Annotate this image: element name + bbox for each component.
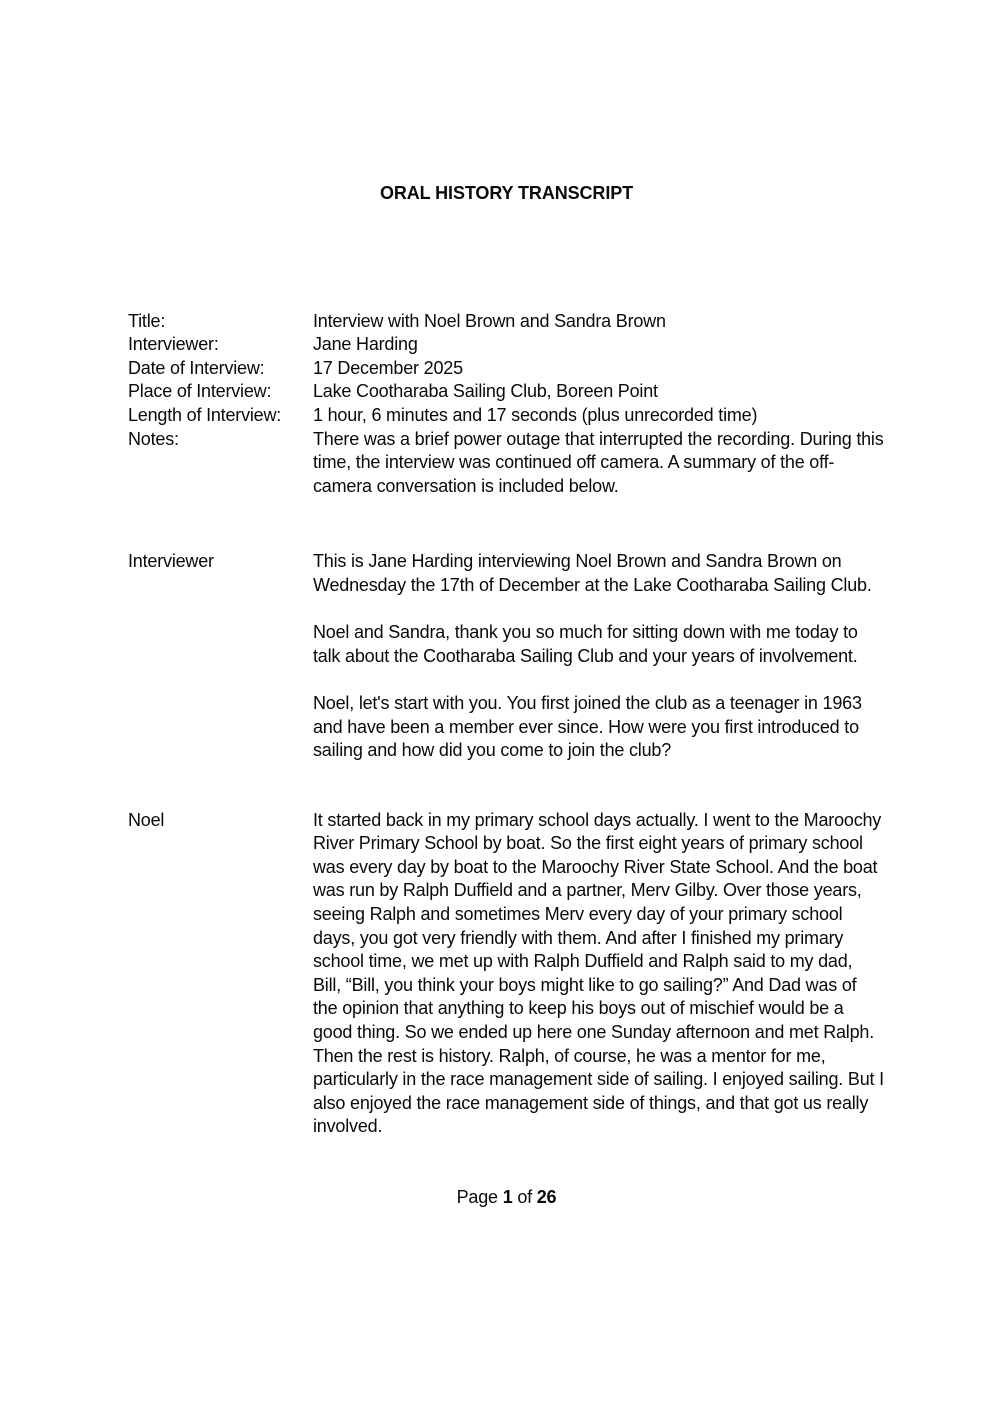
speaker-text	[313, 809, 885, 1139]
metadata-section	[128, 310, 885, 499]
metadata-label: Title:	[128, 310, 166, 331]
dialogue-paragraph: It started back in my primary school days actually. I went to the Maroochy River Primary School by boat. So the first eight years of primary school was every day by boat to the Maroochy River State School. And the boat was run by Ralph Duffield and a partner, Merv Gilby. Over those years, seeing Ralph and sometimes Merv every day of your primary school days, you got very friendly with them. And after I finished my primary school time, we met up with Ralph Duffield and Ralph said to my dad, Bill, “Bill, you think your boys might like to go sailing?” And Dad was of the opinion that anything to keep his boys out of mischief would be a good thing. So we ended up here one Sunday afternoon and met Ralph. Then the rest is history. Ralph, of course, he was a mentor for me, particularly in the race management side of sailing. I enjoyed sailing. But I also enjoyed the race management side of things, and that got us really involved.	[313, 809, 884, 1137]
dialogue-block-interviewer	[128, 550, 885, 762]
metadata-value: 17 December 2025	[313, 357, 463, 378]
metadata-label: Place of Interview:	[128, 381, 272, 402]
footer-page-prefix: Page	[456, 1187, 498, 1207]
speaker-label: Noel	[128, 809, 165, 830]
dialogue-block-noel	[128, 809, 885, 1139]
dialogue-paragraph: Noel and Sandra, thank you so much for sitting down with me today to talk about the Cootharaba Sailing Club and your years of involvement.	[313, 622, 858, 666]
metadata-label: Notes:	[128, 428, 179, 449]
metadata-row	[128, 310, 885, 334]
dialogue-paragraph: Noel, let's start with you. You first joined the club as a teenager in 1963 and have been a member ever since. How were you first introduced to sailing and how did you come to join the club?	[313, 692, 862, 761]
metadata-row	[128, 357, 885, 381]
metadata-value: 1 hour, 6 minutes and 17 seconds (plus unrecorded time)	[313, 404, 758, 425]
dialogue-paragraph: This is Jane Harding interviewing Noel Brown and Sandra Brown on Wednesday the 17th of December at the Lake Cootharaba Sailing Club.	[313, 551, 872, 595]
page-total: 26	[536, 1187, 557, 1207]
metadata-row	[128, 333, 885, 357]
metadata-row	[128, 380, 885, 404]
metadata-value: Lake Cootharaba Sailing Club, Boreen Point	[313, 381, 658, 402]
metadata-value: Interview with Noel Brown and Sandra Brown	[313, 310, 666, 331]
speaker-label: Interviewer	[128, 551, 214, 572]
speaker-text	[313, 550, 885, 762]
page-number: 1	[502, 1187, 513, 1207]
dialogue-section	[128, 550, 885, 1139]
document-title: ORAL HISTORY TRANSCRIPT	[379, 183, 634, 203]
metadata-label: Date of Interview:	[128, 357, 265, 378]
metadata-value: Jane Harding	[313, 334, 418, 355]
metadata-label: Interviewer:	[128, 334, 219, 355]
footer-page-middle: of	[517, 1187, 532, 1207]
metadata-label: Length of Interview:	[128, 404, 282, 425]
metadata-value: There was a brief power outage that interrupted the recording. During this time, the interview was continued off camera. A summary of the off-camera conversation is included below.	[313, 428, 884, 496]
metadata-row	[128, 428, 885, 499]
metadata-row	[128, 404, 885, 428]
page-footer	[128, 1186, 885, 1210]
